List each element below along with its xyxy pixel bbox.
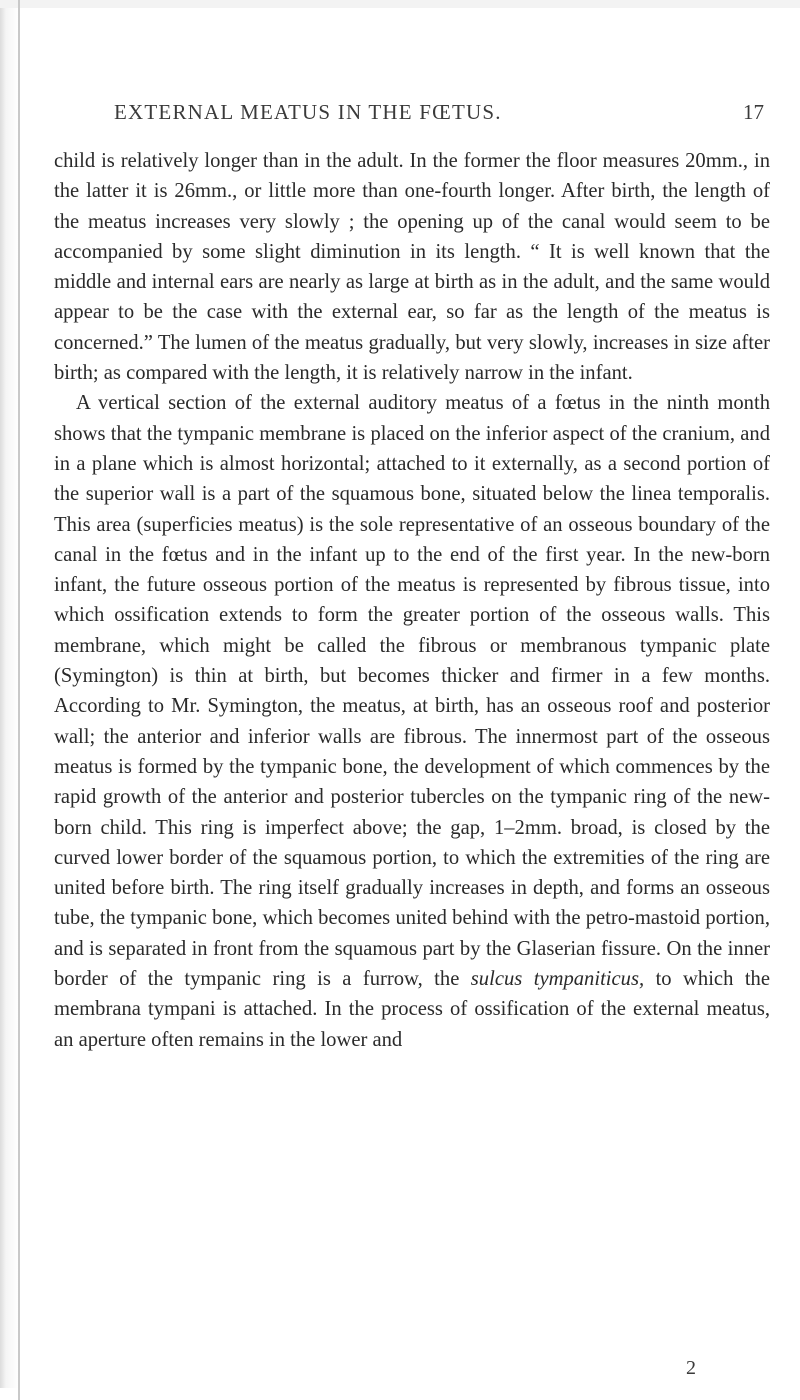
page-number: 17 xyxy=(743,100,764,124)
scan-gutter-line xyxy=(18,0,20,1400)
signature-mark: 2 xyxy=(686,1357,696,1379)
paragraph-2 xyxy=(54,388,770,1055)
running-title: EXTERNAL MEATUS IN THE FŒTUS. xyxy=(114,100,502,124)
body-text xyxy=(54,146,770,1055)
book-page xyxy=(54,0,770,1055)
paragraph-1: child is relatively longer than in the adult. In the former the floor measures 20mm., in the latter it is 26mm., or little more than one-fourth longer. After birth, the length of the meatus increases very slowly ; the opening up of the canal would seem to be accompanied by some slight diminution in its length. “ It is well known that the middle and internal ears are nearly as large at birth as in the adult, and the same would appear to be the case with the external ear, so far as the length of the meatus is concerned.” The lumen of the meatus gradually, but very slowly, increases in size after birth; as compared with the length, it is relatively narrow in the infant. xyxy=(54,150,770,385)
running-head xyxy=(54,0,770,146)
paragraph-2-text-before: A vertical section of the external auditory meatus of a fœtus in the ninth month shows that the tympanic membrane is placed on the inferior aspect of the cranium, and in a plane which is almost horizontal; attached to it externally, as a second portion of the superior wall is a part of the squamous bone, situated below the linea temporalis. This area (superficies meatus) is the sole representative of an osseous boundary of the canal in the fœtus and in the infant up to the end of the first year. In the new-born infant, the future osseous portion of the meatus is represented by fibrous tissue, into which ossification extends to form the greater portion of the osseous walls. This membrane, which might be called the fibrous or membranous tympanic plate (Symington) is thin at birth, but becomes thicker and firmer in a few months. According to Mr. Symington, the meatus, at birth, has an osseous roof and posterior wall; the anterior and inferior walls are fibrous. The innermost part of the osseous meatus is formed by the tympanic bone, the development of which commences by the rapid growth of the anterior and posterior tubercles on the tympanic ring of the new-born child. This ring is imperfect above; the gap, 1–2mm. broad, is closed by the curved lower border of the squamous portion, to which the extremities of the ring are united before birth. The ring itself gradually increases in depth, and forms an osseous tube, the tympanic bone, which becomes united behind with the petro-mastoid portion, and is separated in front from the squamous part by the Glaserian fissure. On the inner border of the tympanic ring is a furrow, the xyxy=(54,392,770,991)
paragraph-2-text-after: to which the membrana tympani is attached. In the process of ossification of the external meatus, an aperture often remains in the lower and xyxy=(54,968,770,1051)
italic-term-sulcus: sulcus tympaniticus, xyxy=(470,968,645,991)
scan-edge-left xyxy=(0,8,18,1388)
